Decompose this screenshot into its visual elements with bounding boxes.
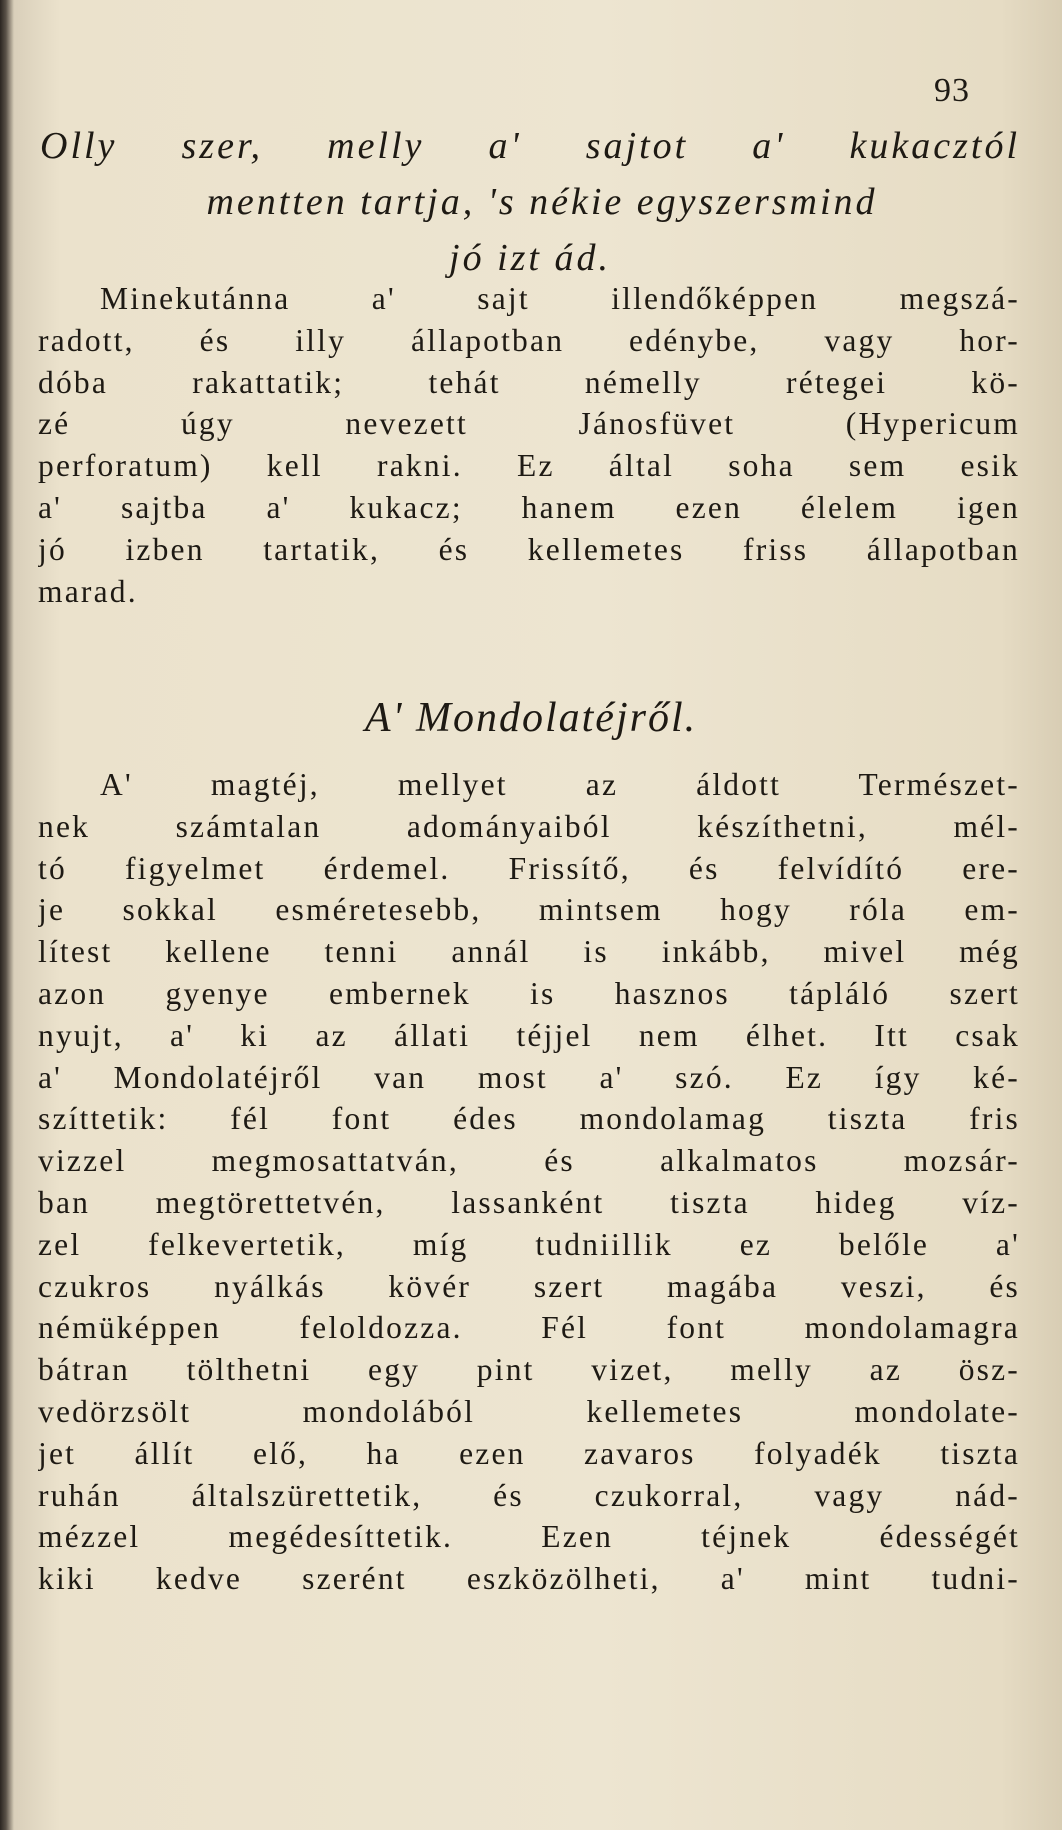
text-line: jet állít elő, ha ezen zavaros folyadék tiszta: [38, 1435, 1020, 1471]
text-line: a' sajtba a' kukacz; hanem ezen élelem igen: [38, 489, 1020, 525]
text-line: lítest kellene tenni annál is inkább, mivel még: [38, 934, 1020, 970]
heading-line: jó izt ád.: [449, 237, 611, 279]
text-line: a' Mondolatéjről van most a' szó. Ez így ké-: [38, 1059, 1020, 1095]
text-line: ban megtörettetvén, lassanként tiszta hideg víz-: [38, 1184, 1020, 1220]
section-title: A' Mondolatéjről.: [364, 695, 698, 741]
text-line: mézzel megédesíttetik. Ezen téjnek édességét: [38, 1519, 1020, 1555]
text-line: nyujt, a' ki az állati téjjel nem élhet. Itt csak: [38, 1017, 1020, 1053]
page-number: 93: [934, 72, 970, 109]
text-line: tó figyelmet érdemel. Frissítő, és felvídító ere-: [38, 850, 1020, 886]
text-line: jó izben tartatik, és kellemetes friss állapotban: [38, 531, 1020, 567]
text-line: kiki kedve szerént eszközölheti, a' mint tudni-: [38, 1561, 1020, 1597]
recipe-heading: [40, 118, 1020, 286]
text-line: ruhán általszürettetik, és czukorral, vagy nád-: [38, 1477, 1020, 1513]
text-line: zel felkevertetik, míg tudniillik ez belőle a': [38, 1226, 1020, 1262]
text-line: czukros nyálkás kövér szert magába veszi, és: [38, 1268, 1020, 1304]
heading-line: Olly szer, melly a' sajtot a' kukacztól: [40, 125, 1020, 167]
text-line: je sokkal esméretesebb, mintsem hogy róla em-: [38, 892, 1020, 928]
text-line: némüképpen feloldozza. Fél font mondolamagra: [38, 1310, 1020, 1346]
text-line: radott, és illy állapotban edénybe, vagy hor-: [38, 322, 1020, 358]
paragraph-almond-milk: [38, 764, 1020, 1600]
text-line: A' magtéj, mellyet az áldott Természet-: [100, 767, 1020, 802]
text-line: dóba rakattatik; tehát némelly rétegei kö-: [38, 364, 1020, 400]
text-line: bátran tölthetni egy pint vizet, melly az ösz-: [38, 1352, 1020, 1388]
text-line: Minekutánna a' sajt illendőképpen megszá-: [100, 281, 1020, 316]
text-line: szíttetik: fél font édes mondolamag tiszta fris: [38, 1101, 1020, 1137]
heading-line: mentten tartja, 's nékie egyszersmind: [206, 181, 878, 223]
text-line: azon gyenye embernek is hasznos tápláló szert: [38, 975, 1020, 1011]
text-line: vizzel megmosattatván, és alkalmatos mozsár-: [38, 1143, 1020, 1179]
paragraph-cheese: [38, 278, 1020, 612]
text-line: vedörzsölt mondolából kellemetes mondolate-: [38, 1393, 1020, 1429]
text-line: zé úgy nevezett Jánosfüvet (Hypericum: [38, 406, 1020, 442]
text-line: perforatum) kell rakni. Ez által soha sem esik: [38, 448, 1020, 484]
text-line: marad.: [38, 573, 138, 609]
text-line: nek számtalan adományaiból készíthetni, mél-: [38, 808, 1020, 844]
